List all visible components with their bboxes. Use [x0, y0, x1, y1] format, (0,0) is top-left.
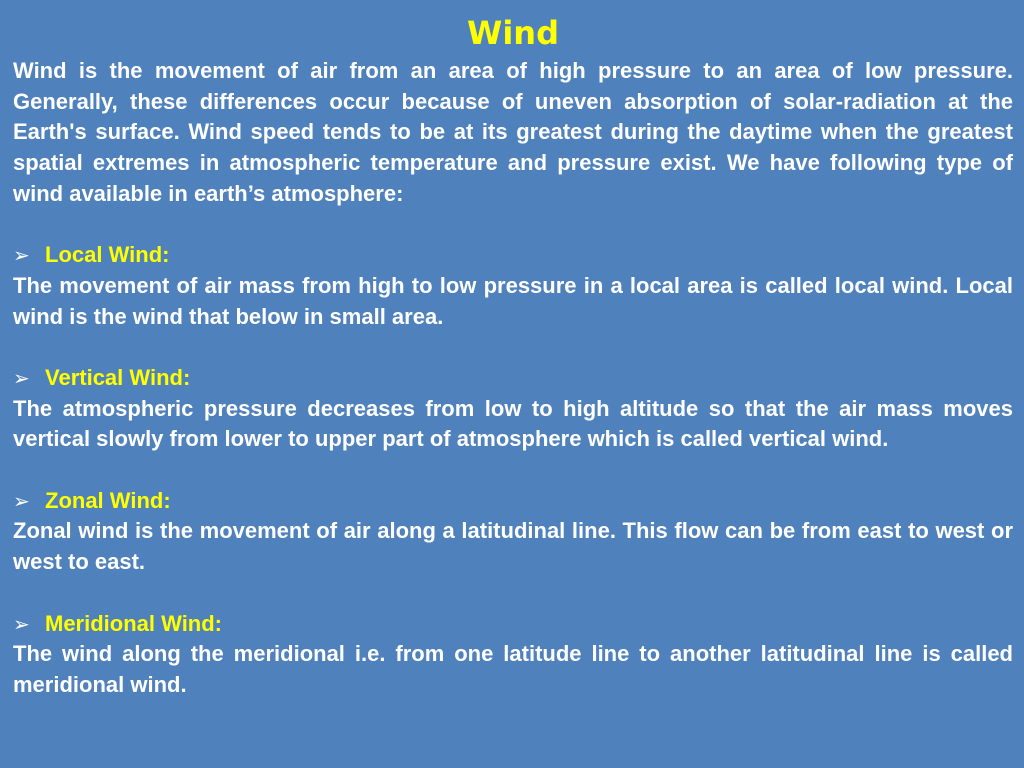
section-heading-text: Zonal Wind: — [45, 487, 171, 513]
section-heading-text: Local Wind: — [45, 242, 170, 268]
arrow-bullet-icon: ➢ — [13, 365, 30, 390]
spacer — [13, 332, 1013, 363]
section-heading-text: Meridional Wind: — [45, 610, 223, 636]
arrow-bullet-icon: ➢ — [13, 611, 30, 636]
section-text-zonal-wind: Zonal wind is the movement of air along a latitudinal line. This flow can be from east to west or west to east. — [13, 518, 1013, 575]
spacer — [13, 210, 1013, 241]
section-heading-meridional-wind — [13, 609, 1013, 640]
section-heading-text: Vertical Wind: — [45, 364, 191, 390]
section-heading-local-wind — [13, 240, 1013, 271]
intro-paragraph: Wind is the movement of air from an area of high pressure to an area of low pressure. Generally, these differences occur because of uneven absorption of solar-radiation at the Earth's surface. Wind speed tends to be at its greatest during the daytime when the greatest spatial extremes in atmospheric temperature and pressure exist. We have following type of wind available in earth’s atmosphere: — [13, 58, 1013, 206]
arrow-bullet-icon: ➢ — [13, 243, 30, 268]
arrow-bullet-icon: ➢ — [13, 488, 30, 513]
spacer — [13, 455, 1013, 486]
section-text-local-wind: The movement of air mass from high to low pressure in a local area is called local wind. Local wind is the wind that below in small area. — [13, 272, 1013, 329]
spacer — [13, 578, 1013, 609]
section-heading-zonal-wind — [13, 486, 1013, 517]
slide-title: Wind — [467, 14, 559, 52]
section-heading-vertical-wind — [13, 363, 1013, 394]
section-text-meridional-wind: The wind along the meridional i.e. from one latitude line to another latitudinal line is called meridional wind. — [13, 641, 1013, 697]
section-text-vertical-wind: The atmospheric pressure decreases from low to high altitude so that the air mass moves vertical slowly from lower to upper part of atmosphere which is called vertical wind. — [13, 395, 1013, 452]
